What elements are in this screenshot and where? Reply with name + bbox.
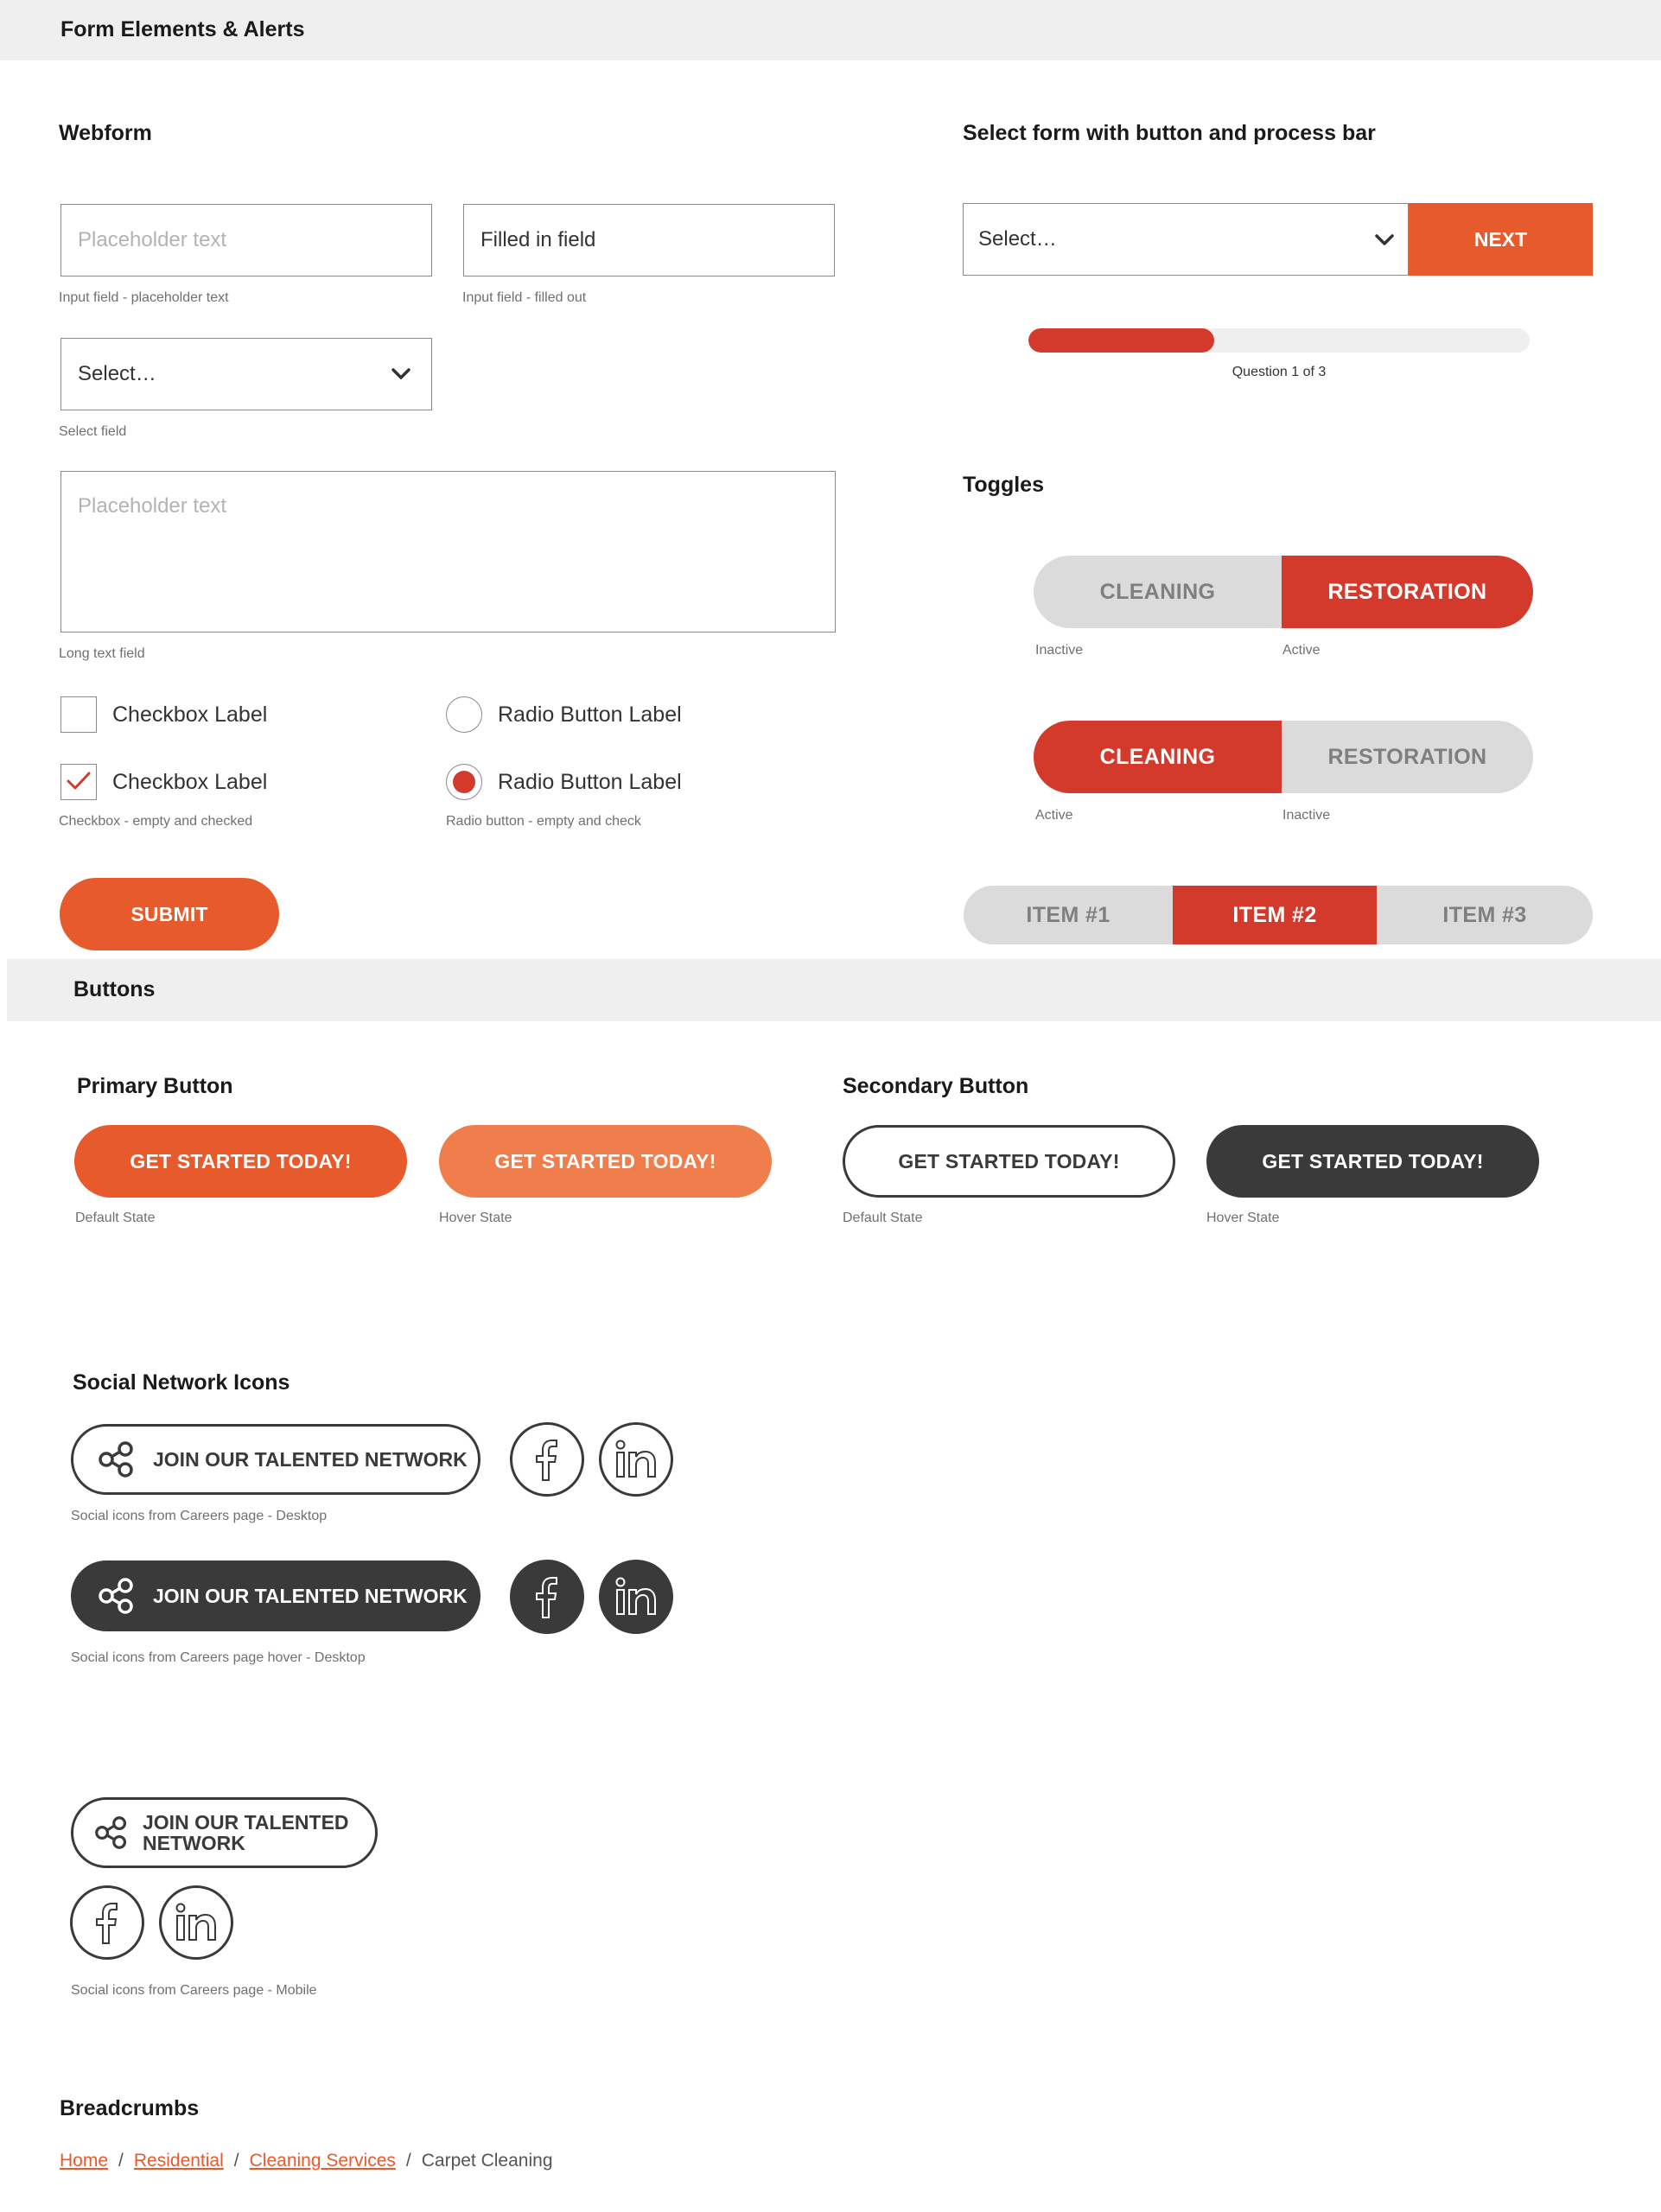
- text-input-filled[interactable]: [463, 204, 835, 276]
- toggle-state-label: Active: [1035, 808, 1073, 823]
- breadcrumb-home[interactable]: Home: [60, 2151, 109, 2171]
- share-icon: [94, 1815, 129, 1850]
- select-form-value: Select…: [978, 227, 1057, 251]
- share-icon: [98, 1440, 136, 1478]
- social-title: Social Network Icons: [73, 1370, 290, 1395]
- secondary-button-default[interactable]: GET STARTED TODAY!: [843, 1125, 1175, 1198]
- checkbox-caption: Checkbox - empty and checked: [59, 814, 253, 829]
- primary-button-title: Primary Button: [77, 1074, 233, 1098]
- linkedin-icon-mobile[interactable]: [159, 1885, 233, 1960]
- state-caption: Default State: [75, 1211, 156, 1225]
- breadcrumb: [60, 2151, 553, 2171]
- toggles-title: Toggles: [963, 473, 1044, 497]
- linkedin-icon[interactable]: [599, 1422, 673, 1497]
- share-icon: [98, 1577, 136, 1615]
- select-field-caption: Select field: [59, 424, 127, 439]
- breadcrumb-current: Carpet Cleaning: [421, 2151, 553, 2171]
- next-button-label: NEXT: [1473, 227, 1528, 251]
- breadcrumb-separator: /: [118, 2151, 124, 2171]
- chevron-down-icon: [391, 368, 410, 380]
- textarea-field[interactable]: [60, 471, 836, 632]
- checkbox-label: Checkbox Label: [112, 702, 268, 727]
- toggle-state-label: Inactive: [1035, 643, 1084, 658]
- breadcrumb-separator: /: [405, 2151, 411, 2171]
- select-field[interactable]: [60, 338, 432, 410]
- social-caption: Social icons from Careers page - Mobile: [71, 1983, 317, 1998]
- checkbox-checked[interactable]: [60, 764, 97, 800]
- submit-button[interactable]: SUBMIT: [60, 878, 279, 950]
- chevron-down-icon: [1375, 234, 1394, 246]
- select-form-title: Select form with button and process bar: [963, 121, 1376, 145]
- checkmark-icon: [66, 771, 92, 791]
- toggle-restoration-active: [1034, 556, 1533, 628]
- segment-item-1[interactable]: ITEM #1: [964, 886, 1173, 944]
- facebook-icon-mobile[interactable]: [70, 1885, 144, 1960]
- breadcrumb-separator: /: [233, 2151, 239, 2171]
- radio-label: Radio Button Label: [498, 702, 682, 727]
- progress-bar-fill: [1028, 328, 1214, 353]
- toggle-option-cleaning[interactable]: CLEANING: [1034, 556, 1282, 628]
- radio-caption: Radio button - empty and check: [446, 814, 641, 829]
- input-placeholder-text: Placeholder text: [78, 228, 227, 251]
- segmented-control: [964, 886, 1593, 944]
- select-form-dropdown[interactable]: [963, 203, 1409, 276]
- social-caption: Social icons from Careers page hover - Desktop: [71, 1650, 366, 1665]
- state-caption: Hover State: [1206, 1211, 1280, 1225]
- join-network-label: JOIN OUR TALENTED NETWORK: [153, 1447, 468, 1471]
- select-field-value: Select…: [78, 362, 156, 385]
- toggle-state-label: Inactive: [1282, 808, 1331, 823]
- webform-title: Webform: [59, 121, 152, 145]
- progress-bar: [1028, 328, 1530, 353]
- social-caption: Social icons from Careers page - Desktop: [71, 1509, 328, 1523]
- toggle-option-restoration[interactable]: RESTORATION: [1282, 721, 1533, 793]
- toggle-option-restoration[interactable]: RESTORATION: [1282, 556, 1533, 628]
- checkbox-empty[interactable]: [60, 696, 97, 733]
- radio-selected[interactable]: [446, 764, 482, 800]
- breadcrumb-residential[interactable]: Residential: [133, 2151, 224, 2171]
- join-network-button[interactable]: [71, 1424, 480, 1495]
- radio-label: Radio Button Label: [498, 770, 682, 794]
- state-caption: Hover State: [439, 1211, 512, 1225]
- textarea-caption: Long text field: [59, 646, 145, 661]
- primary-button-hover[interactable]: GET STARTED TODAY!: [439, 1125, 772, 1198]
- input-filled-caption: Input field - filled out: [462, 290, 587, 305]
- textarea-placeholder-text: Placeholder text: [78, 494, 227, 518]
- segment-item-2[interactable]: ITEM #2: [1173, 886, 1377, 944]
- section-header-form: [0, 0, 1661, 60]
- radio-empty[interactable]: [446, 696, 482, 733]
- checkbox-label: Checkbox Label: [112, 770, 268, 794]
- section-title: Buttons: [73, 977, 156, 1001]
- section-title: Form Elements & Alerts: [60, 17, 305, 41]
- join-network-label: JOIN OUR TALENTED NETWORK: [153, 1584, 468, 1607]
- text-input-placeholder[interactable]: [60, 204, 432, 276]
- input-filled-value: Filled in field: [480, 228, 596, 251]
- next-button[interactable]: [1409, 203, 1593, 276]
- join-network-label-mobile: [143, 1812, 349, 1853]
- join-network-button-mobile[interactable]: [71, 1797, 378, 1868]
- join-network-button-hover[interactable]: [71, 1560, 480, 1631]
- secondary-button-hover[interactable]: GET STARTED TODAY!: [1206, 1125, 1539, 1198]
- state-caption: Default State: [843, 1211, 923, 1225]
- toggle-state-label: Active: [1282, 643, 1321, 658]
- join-label-line2: NETWORK: [143, 1832, 245, 1854]
- toggle-option-cleaning[interactable]: CLEANING: [1034, 721, 1282, 793]
- progress-text: Question 1 of 3: [1231, 365, 1327, 379]
- facebook-icon[interactable]: [510, 1422, 584, 1497]
- section-header-buttons: [7, 959, 1661, 1021]
- input-placeholder-caption: Input field - placeholder text: [59, 290, 229, 305]
- breadcrumb-cleaning-services[interactable]: Cleaning Services: [249, 2151, 396, 2171]
- join-label-line1: JOIN OUR TALENTED: [143, 1811, 349, 1834]
- facebook-icon-hover[interactable]: [510, 1560, 584, 1634]
- toggle-cleaning-active: [1034, 721, 1533, 793]
- segment-item-3[interactable]: ITEM #3: [1377, 886, 1593, 944]
- radio-selected-dot: [453, 771, 475, 793]
- secondary-button-title: Secondary Button: [843, 1074, 1029, 1098]
- primary-button-default[interactable]: GET STARTED TODAY!: [74, 1125, 407, 1198]
- linkedin-icon-hover[interactable]: [599, 1560, 673, 1634]
- breadcrumbs-title: Breadcrumbs: [60, 2096, 200, 2120]
